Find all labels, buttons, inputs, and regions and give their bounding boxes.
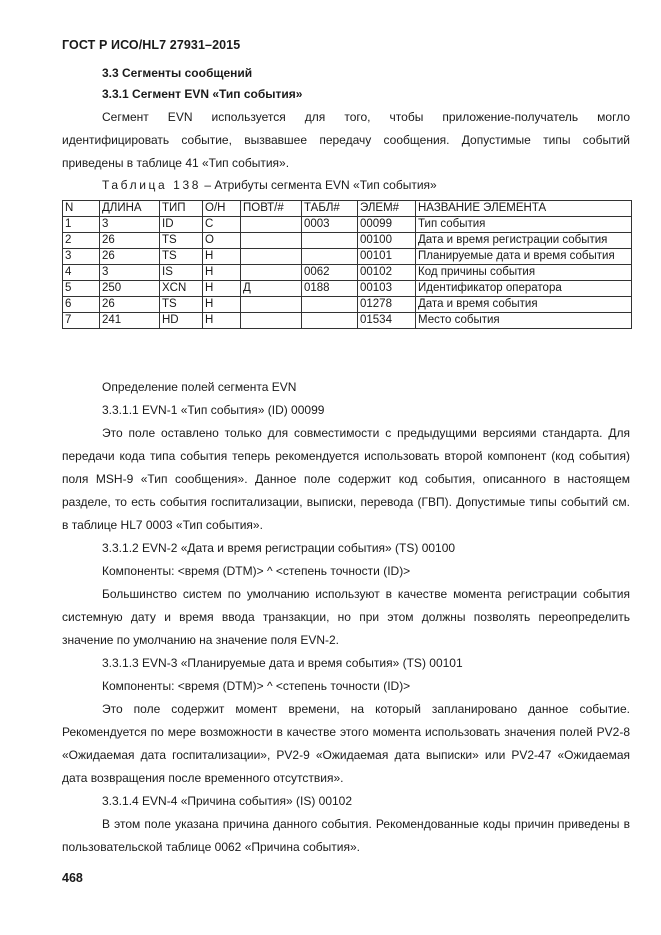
table-row — [63, 281, 632, 297]
cell-repeat — [241, 217, 302, 233]
intro-paragraph — [62, 106, 630, 175]
cell-optionality: О — [203, 233, 241, 249]
table-header-row — [63, 201, 632, 217]
table-caption-label: Таблица 138 — [102, 178, 202, 192]
cell-n: 5 — [63, 281, 100, 297]
cell-element-name: Дата и время события — [416, 297, 632, 313]
cell-element-name: Дата и время регистрации события — [416, 233, 632, 249]
cell-length: 26 — [100, 249, 160, 265]
cell-n: 3 — [63, 249, 100, 265]
field-desc-evn3: Это поле содержит момент времени, на который запланировано данное событие. Рекомендуется по мере возможности в качестве этого момента использовать значения полей PV2-8 «Ожидаемая дата госпитализации», PV2-9 «Ожидаемая дата выписки» или PV2-47 «Ожидаемая дата возвращения после временного отсутствия». — [62, 702, 630, 785]
cell-optionality: Н — [203, 281, 241, 297]
cell-type: XCN — [160, 281, 203, 297]
field-definitions — [62, 376, 630, 859]
table-row — [63, 249, 632, 265]
cell-table: 0188 — [302, 281, 358, 297]
cell-length: 241 — [100, 313, 160, 329]
cell-type: HD — [160, 313, 203, 329]
cell-element: 00102 — [358, 265, 416, 281]
col-header-element: ЭЛЕМ# — [358, 201, 416, 217]
cell-repeat — [241, 265, 302, 281]
field-components-evn3: Компоненты: <время (DTM)> ^ <степень точности (ID)> — [102, 679, 411, 693]
col-header-length: ДЛИНА — [100, 201, 160, 217]
field-desc-evn1: Это поле оставлено только для совместимости с предыдущими версиями стандарта. Для передачи кода типа события теперь рекомендуется использовать второй компонент (код события) поля MSH-9 «Тип сообщения». Данное поле содержит код события, описанного в настоящем разделе, то есть события госпитализации, выписки, перевода (ГВП). Допустимые типы событий см. в таблице HL7 0003 «Тип события». — [62, 426, 630, 532]
col-header-table: ТАБЛ# — [302, 201, 358, 217]
field-heading-evn3: 3.3.1.3 EVN-3 «Планируемые дата и время события» (TS) 00101 — [102, 656, 463, 670]
fields-heading: Определение полей сегмента EVN — [102, 380, 297, 394]
field-desc-evn4: В этом поле указана причина данного события. Рекомендованные коды причин приведены в пользовательской таблице 0062 «Причина события». — [62, 817, 630, 854]
cell-table — [302, 249, 358, 265]
cell-n: 4 — [63, 265, 100, 281]
cell-element: 01534 — [358, 313, 416, 329]
cell-length: 250 — [100, 281, 160, 297]
cell-type: TS — [160, 249, 203, 265]
field-desc-evn2: Большинство систем по умолчанию используют в качестве момента регистрации события системную дату и время ввода транзакции, но при этом должны позволять переопределить значение по умолчанию на значение поля EVN-2. — [62, 587, 630, 647]
field-heading-evn2: 3.3.1.2 EVN-2 «Дата и время регистрации события» (TS) 00100 — [102, 541, 456, 555]
subsection-heading: 3.3.1 Сегмент EVN «Тип события» — [102, 87, 303, 101]
cell-element: 00100 — [358, 233, 416, 249]
table-row — [63, 217, 632, 233]
intro-text: Сегмент EVN используется для того, чтобы приложение-получатель могло идентифицировать событие, вызвавшее передачу сообщения. Допустимые типы событий приведены в таблице 41 «Тип события». — [62, 110, 630, 170]
cell-repeat: Д — [241, 281, 302, 297]
cell-length: 3 — [100, 265, 160, 281]
section-heading: 3.3 Сегменты сообщений — [102, 66, 253, 80]
cell-optionality: Н — [203, 313, 241, 329]
cell-optionality: Н — [203, 249, 241, 265]
col-header-optionality: О/Н — [203, 201, 241, 217]
cell-optionality: Н — [203, 297, 241, 313]
cell-type: ID — [160, 217, 203, 233]
cell-element-name: Планируемые дата и время события — [416, 249, 632, 265]
cell-length: 3 — [100, 217, 160, 233]
cell-element: 01278 — [358, 297, 416, 313]
cell-repeat — [241, 249, 302, 265]
cell-table — [302, 297, 358, 313]
table-row — [63, 313, 632, 329]
cell-length: 26 — [100, 233, 160, 249]
cell-table: 0062 — [302, 265, 358, 281]
cell-n: 6 — [63, 297, 100, 313]
col-header-repeat: ПОВТ/# — [241, 201, 302, 217]
table-caption-text: – Атрибуты сегмента EVN «Тип события» — [201, 178, 437, 192]
col-header-element-name: НАЗВАНИЕ ЭЛЕМЕНТА — [416, 201, 632, 217]
field-heading-evn1: 3.3.1.1 EVN-1 «Тип события» (ID) 00099 — [102, 403, 325, 417]
cell-table: 0003 — [302, 217, 358, 233]
cell-element: 00101 — [358, 249, 416, 265]
cell-table — [302, 313, 358, 329]
cell-type: IS — [160, 265, 203, 281]
cell-type: TS — [160, 233, 203, 249]
cell-n: 2 — [63, 233, 100, 249]
cell-length: 26 — [100, 297, 160, 313]
cell-table — [302, 233, 358, 249]
cell-optionality: Н — [203, 265, 241, 281]
cell-optionality: С — [203, 217, 241, 233]
cell-element-name: Тип события — [416, 217, 632, 233]
standard-header: ГОСТ Р ИСО/HL7 27931–2015 — [62, 38, 241, 52]
cell-n: 1 — [63, 217, 100, 233]
table-row — [63, 297, 632, 313]
cell-element-name: Код причины события — [416, 265, 632, 281]
col-header-type: ТИП — [160, 201, 203, 217]
table-caption — [102, 178, 437, 192]
field-heading-evn4: 3.3.1.4 EVN-4 «Причина события» (IS) 00102 — [102, 794, 353, 808]
cell-repeat — [241, 297, 302, 313]
cell-n: 7 — [63, 313, 100, 329]
cell-type: TS — [160, 297, 203, 313]
col-header-n: N — [63, 201, 100, 217]
cell-element-name: Идентификатор оператора — [416, 281, 632, 297]
page-number: 468 — [62, 871, 83, 885]
cell-repeat — [241, 233, 302, 249]
cell-element: 00099 — [358, 217, 416, 233]
evn-attributes-table — [62, 200, 632, 329]
cell-element: 00103 — [358, 281, 416, 297]
cell-element-name: Место события — [416, 313, 632, 329]
field-components-evn2: Компоненты: <время (DTM)> ^ <степень точности (ID)> — [102, 564, 411, 578]
table-row — [63, 233, 632, 249]
cell-repeat — [241, 313, 302, 329]
table-row — [63, 265, 632, 281]
